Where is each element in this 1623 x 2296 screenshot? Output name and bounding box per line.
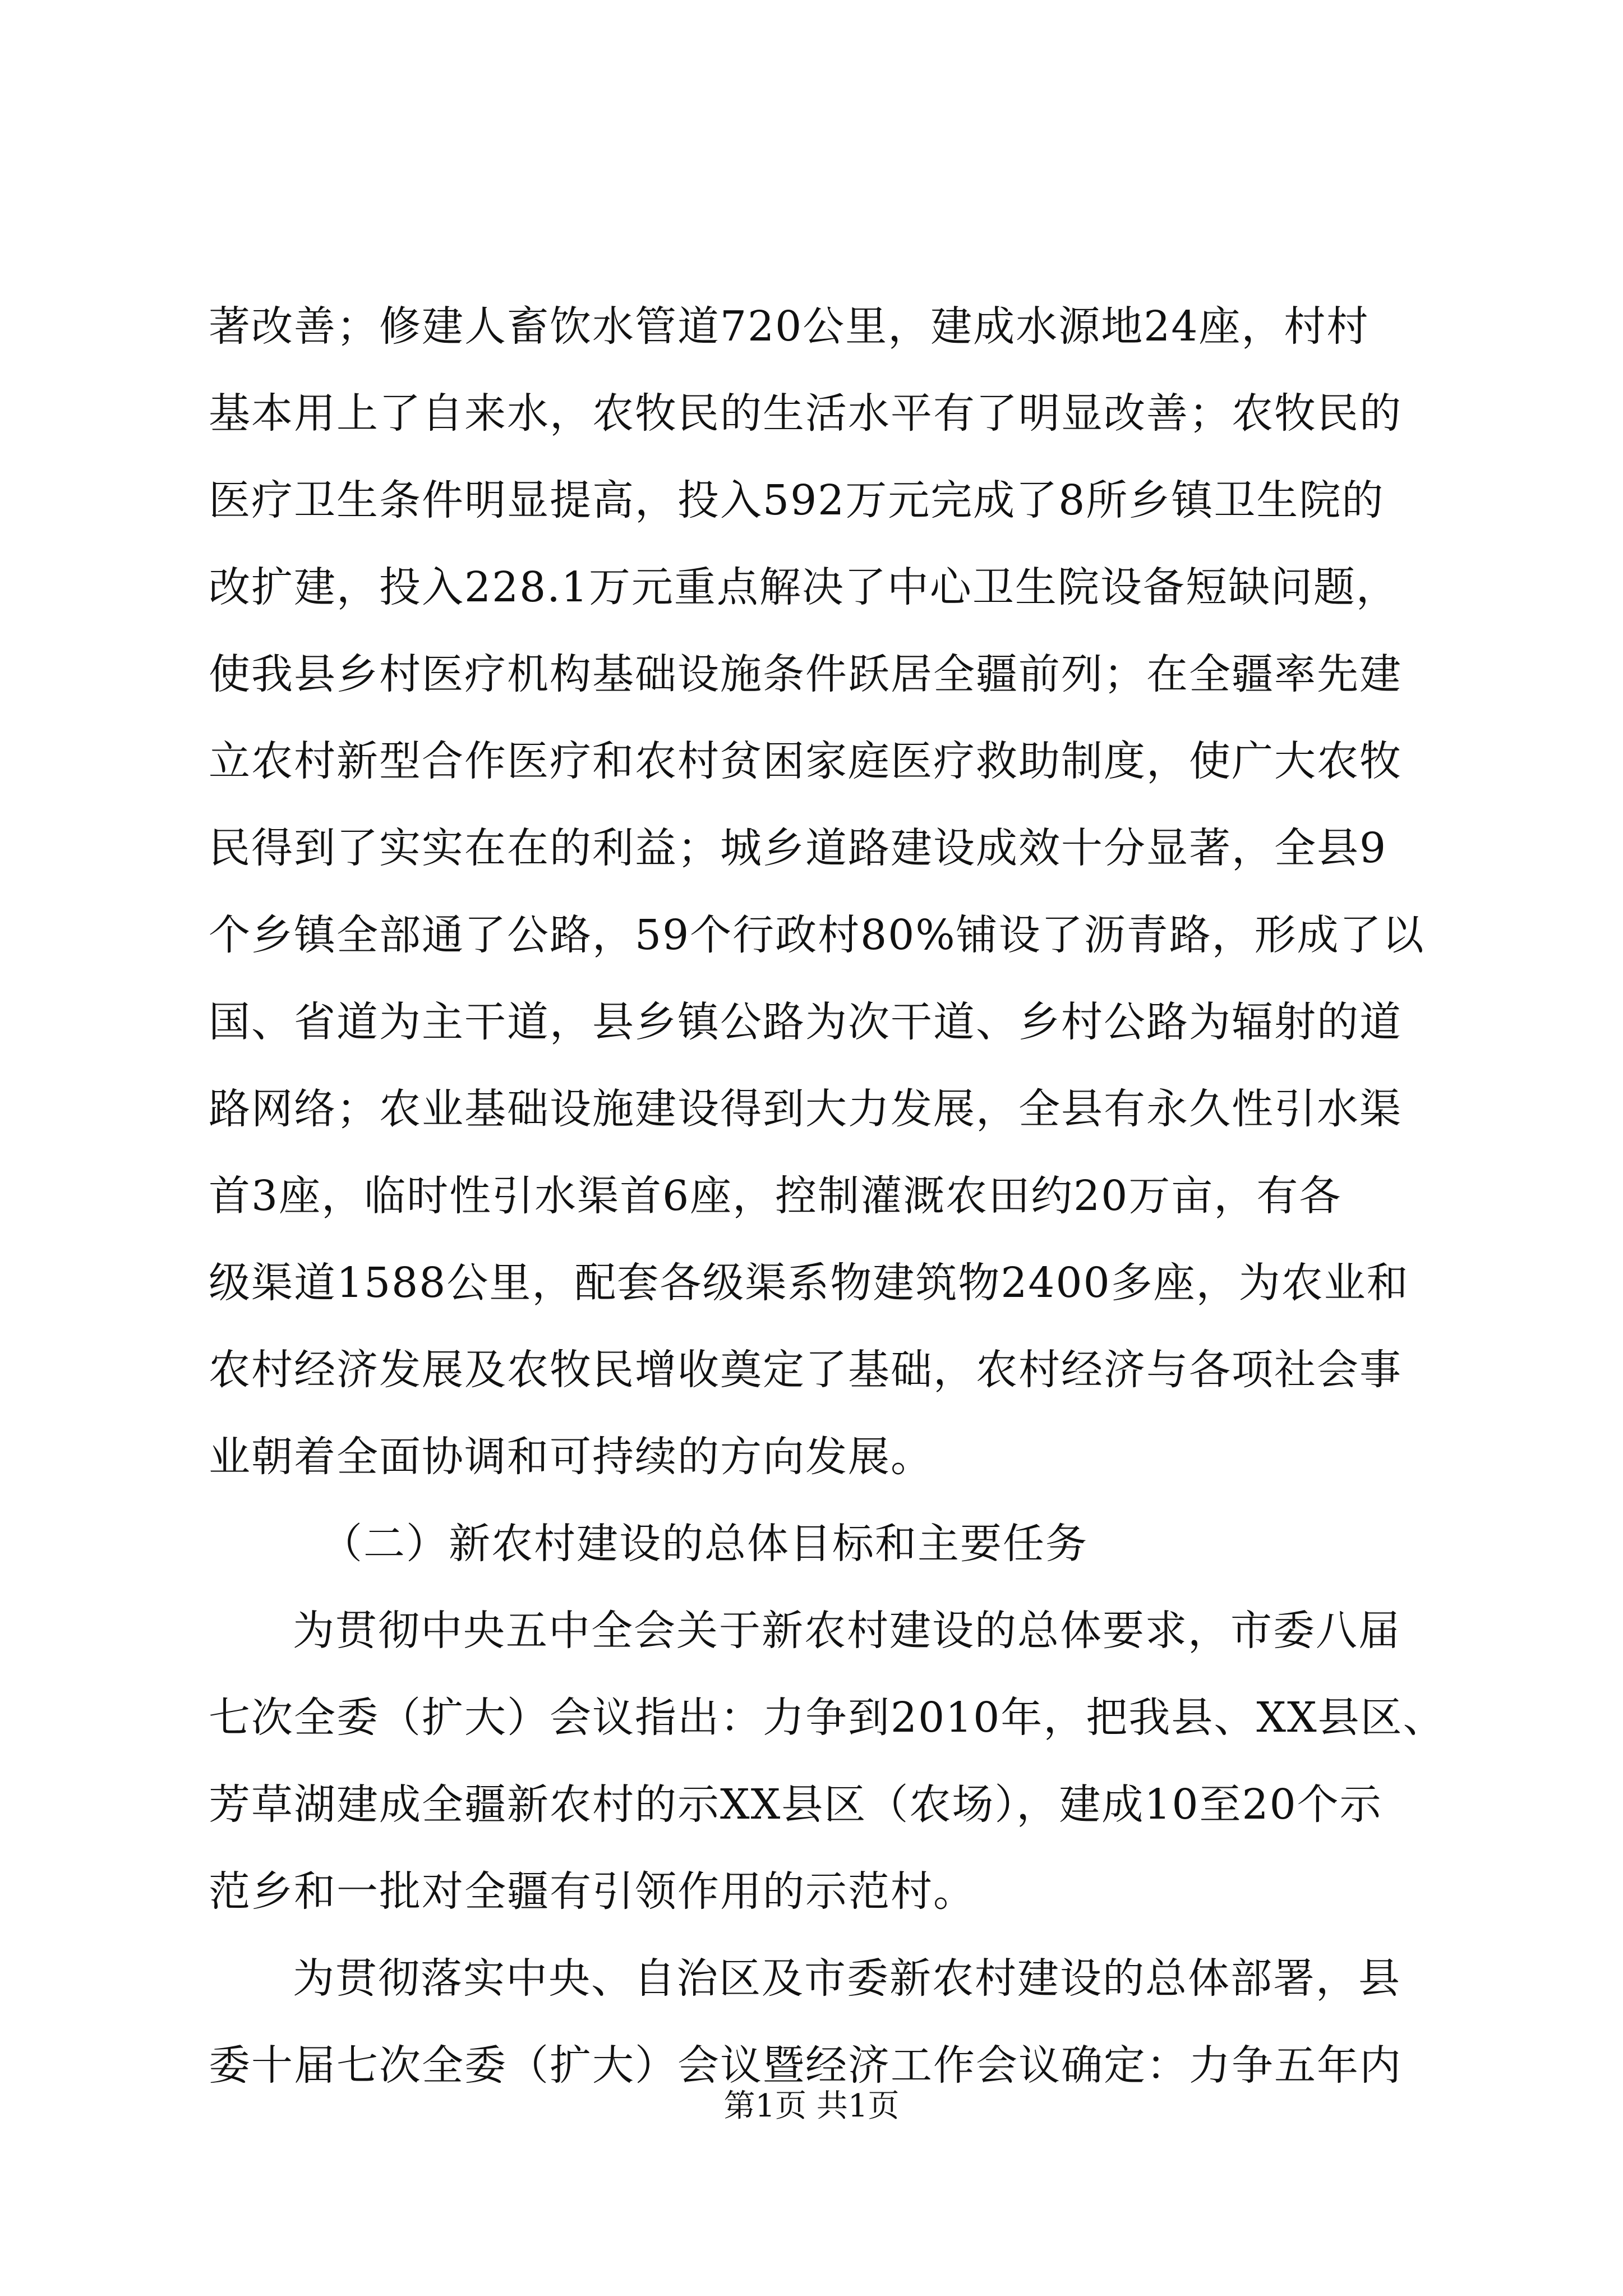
paragraph-first-line: 为贯彻中央五中全会关于新农村建设的总体要求，市委八届 <box>293 1607 1401 1655</box>
text-line: 基本用上了自来水，农牧民的生活水平有了明显改善；农牧民的 <box>209 389 1402 438</box>
text-line: 范乡和一批对全疆有引领作用的示范村。 <box>209 1867 976 1916</box>
text-line: 使我县乡村医疗机构基础设施条件跃居全疆前列；在全疆率先建 <box>209 650 1402 698</box>
text-line: 立农村新型合作医疗和农村贫困家庭医疗救助制度，使广大农牧 <box>209 737 1402 785</box>
text-line: 著改善；修建人畜饮水管道720公里，建成水源地24座，村村 <box>209 302 1370 351</box>
text-line: 医疗卫生条件明显提高，投入592万元完成了8所乡镇卫生院的 <box>209 476 1385 524</box>
text-line: 业朝着全面协调和可持续的方向发展。 <box>209 1433 933 1481</box>
text-line: 首3座，临时性引水渠首6座，控制灌溉农田约20万亩，有各 <box>209 1172 1342 1220</box>
text-line: 改扩建，投入228.1万元重点解决了中心卫生院设备短缺问题， <box>209 563 1399 611</box>
text-line: 个乡镇全部通了公路，59个行政村80%铺设了沥青路，形成了以 <box>209 911 1425 959</box>
text-line: 农村经济发展及农牧民增收奠定了基础，农村经济与各项社会事 <box>209 1346 1402 1394</box>
text-line: 国、省道为主干道，县乡镇公路为次干道、乡村公路为辐射的道 <box>209 998 1402 1046</box>
text-line: 芳草湖建成全疆新农村的示XX县区（农场），建成10至20个示 <box>209 1780 1382 1829</box>
text-line: 民得到了实实在在的利益；城乡道路建设成效十分显著，全县9 <box>209 824 1387 872</box>
text-line: 级渠道1588公里，配套各级渠系物建筑物2400多座，为农业和 <box>209 1259 1409 1307</box>
text-line: 七次全委（扩大）会议指出：力争到2010年，把我县、XX县区、 <box>209 1694 1446 1742</box>
document-body <box>209 283 1446 2109</box>
text-line: 路网络；农业基础设施建设得到大力发展，全县有永久性引水渠 <box>209 1085 1402 1133</box>
section-heading: （二）新农村建设的总体目标和主要任务 <box>321 1520 1088 1568</box>
paragraph-first-line: 为贯彻落实中央、自治区及市委新农村建设的总体部署，县 <box>293 1954 1401 2003</box>
page-footer: 第1页 共1页 <box>723 2088 900 2124</box>
text-line: 委十届七次全委（扩大）会议暨经济工作会议确定：力争五年内 <box>209 2041 1402 2090</box>
